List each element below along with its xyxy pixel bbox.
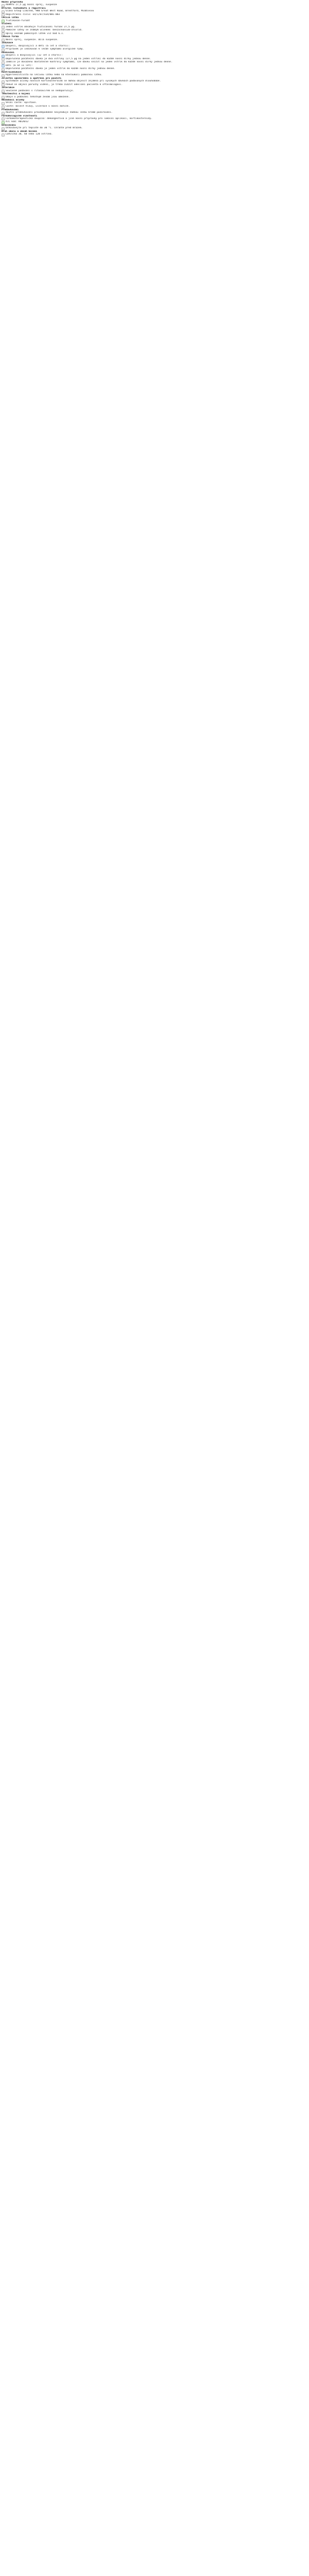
heading-text: Těhotenství a kojení (2, 93, 30, 96)
bullet-icon (2, 61, 5, 64)
heading-text: Nežádoucí účinky (2, 99, 25, 102)
text-line (2, 80, 307, 83)
line-text: Velmi časté: epistaxe. (6, 101, 37, 105)
text-line (2, 48, 307, 52)
heading-text: Dávkování (2, 51, 14, 54)
document-body (0, 0, 309, 137)
line-text: Pokud se objeví poruchy vidění, je třeba zvážit odeslání pacienta k oftalmologovi. (6, 83, 123, 86)
line-text: Současné podávání s ritonavirem se nedoporučuje. (6, 89, 74, 92)
heading-text: Indikace (2, 42, 13, 45)
bullet-icon (2, 117, 5, 121)
line-text: Nosní sprej, suspenze. Bílá suspenze. (6, 38, 59, 41)
text-line (2, 61, 307, 64)
line-text: Farmakoterapeutická skupina: dekongestiva a jiné nosní přípravky pro lokální aplikaci, kortikosteroidy. (6, 117, 152, 120)
bullet-icon (2, 102, 5, 105)
bullet-icon (2, 80, 5, 83)
text-line (2, 108, 307, 115)
line-text: Glaxo Group Limited, 980 Great West Road, Brentford, Middlesex (6, 10, 94, 13)
text-line (2, 105, 307, 109)
line-text: AVAMYS 27,5 µg nosní sprej, suspenze (6, 4, 57, 7)
text-line (2, 29, 307, 32)
line-text: Údaje o podávání těhotným ženám jsou omezené. (6, 95, 70, 98)
text-line (2, 133, 307, 137)
text-line (2, 127, 307, 130)
heading-text: Zvláštní upozornění a opatření pro použití (2, 77, 62, 80)
text-line (2, 121, 307, 124)
heading-text: Léčivá látka (2, 16, 19, 20)
heading-text: Složení (2, 23, 12, 26)
heading-text: Kontraindikace (2, 71, 22, 74)
heading-text: Léková forma (2, 36, 19, 39)
line-text: Doporučená počáteční dávka je dva vstřiky (27,5 µg na jeden vstřik) do každé nosní dírky jednou denně. (6, 57, 151, 60)
blue-bullet-icon (2, 45, 5, 48)
heading-text: Předávkování (2, 108, 19, 111)
line-text: ATC kód: R01AD12 (6, 121, 29, 124)
line-text: Uchovávejte při teplotě do 30 °C. Chraňte před mrazem. (6, 127, 83, 130)
heading-text: Název přípravku (2, 1, 23, 4)
line-text: Pomocné látky se známým účinkem: benzalkonium-chlorid. (6, 29, 83, 32)
text-line (2, 67, 307, 71)
line-text: Registrační číslo: EU/1/07/434/001-003 (6, 13, 60, 16)
bullet-icon (2, 29, 5, 32)
line-text: Děti (6 až 11 let): (6, 64, 33, 67)
line-text: Doporučená počáteční dávka je jeden vstřik do každé nosní dírky jednou denně. (6, 67, 115, 71)
blue-bullet-icon (2, 64, 5, 67)
text-line (2, 10, 307, 13)
text-line (2, 101, 307, 105)
line-text: Dospělí, dospívající a děti (6 let a starší): (6, 44, 70, 47)
bullet-icon (2, 10, 5, 13)
heading-text: Farmakologické vlastnosti (2, 114, 38, 117)
line-text: Systémové účinky nosních kortikosteroidů se mohou objevit zejména při vysokých dávkách podávaných dlouhodobě. (6, 80, 161, 83)
heading-text: Uchovávání (2, 124, 16, 127)
line-text: Akutní předávkování pravděpodobně nevyžaduje žádnou léčbu kromě pozorování. (6, 111, 113, 114)
line-text: Hypersenzitivita na léčivou látku nebo na kteroukoli pomocnou látku. (6, 74, 103, 77)
line-text: Přípravek je indikován k léčbě symptomů alergické rýmy. (6, 48, 84, 51)
heading-text: Druh obalu a obsah balení (2, 130, 38, 133)
line-text: Jeden vstřik obsahuje fluticasoni furoas 27,5 µg. (6, 25, 76, 28)
line-text: Časté: bolest hlavy, ulcerace v nosní dutině. (6, 105, 70, 108)
line-text: Lahvička 30, 60 nebo 120 vstřiků. (6, 133, 53, 136)
line-text: Dospělí a dospívající (12 let a starší): (6, 54, 63, 57)
line-text: flutikason-furoát (6, 19, 30, 22)
blue-bullet-icon (2, 55, 5, 58)
heading-text: Držitel rozhodnutí o registraci (2, 7, 46, 10)
text-line (2, 4, 307, 7)
line-text: Úplný seznam pomocných látek viz bod 6.1. (6, 32, 64, 35)
bullet-icon (2, 26, 5, 29)
bullet-icon (2, 133, 5, 137)
line-text: Jakmile je dosaženo dostatečné kontroly symptomů, lze dávku snížit na jeden vstřik do každé nosní dírky jednou denně. (6, 61, 173, 64)
heading-text: Interakce (2, 87, 14, 90)
text-line (2, 74, 307, 77)
bullet-icon (2, 58, 5, 61)
